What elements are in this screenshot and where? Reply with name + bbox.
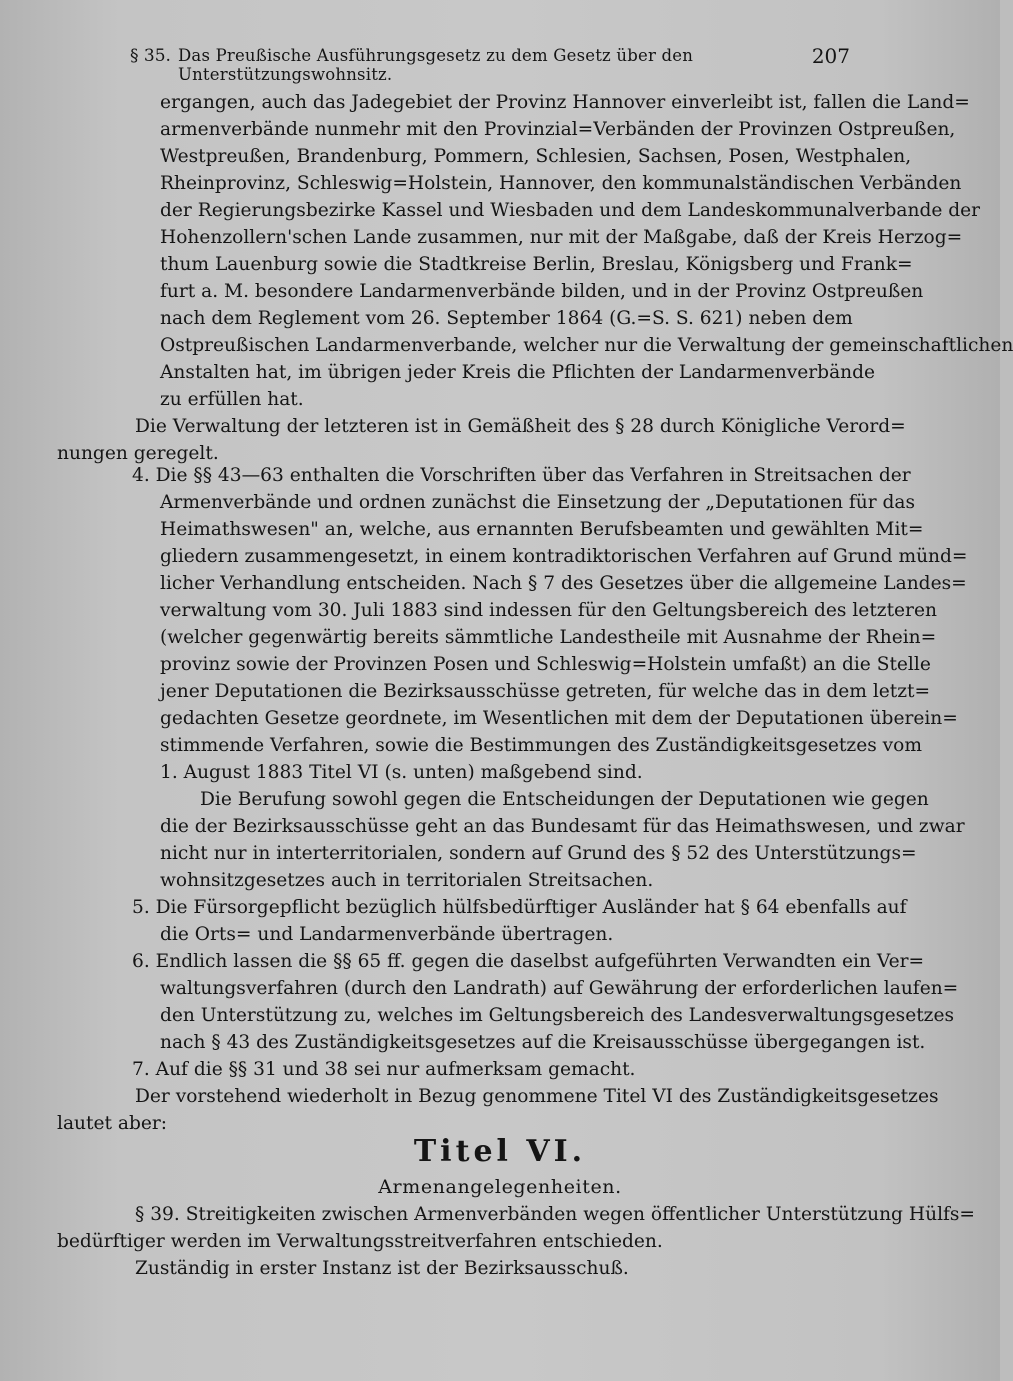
text-line: licher Verhandlung entscheiden. Nach § 7 des Gesetzes über die allgemeine Landes= [160, 573, 967, 594]
text-line: Zuständig in erster Instanz ist der Bezirksausschuß. [135, 1258, 629, 1279]
header-title: Das Preußische Ausführungsgesetz zu dem Gesetz über den Unterstützungswohnsitz. [178, 46, 694, 84]
text-line: nach § 43 des Zuständigkeitsgesetzes auf die Kreisausschüsse übergegangen ist. [160, 1032, 926, 1053]
text-line: lautet aber: [57, 1113, 168, 1134]
text-line: Heimathswesen" an, welche, aus ernannten Berufsbeamten und gewählten Mit= [160, 519, 924, 540]
text-line: stimmende Verfahren, sowie die Bestimmungen des Zuständigkeitsgesetzes vom [160, 735, 922, 756]
text-line: nach dem Reglement vom 26. September 1864 (G.=S. S. 621) neben dem [160, 308, 853, 329]
text-line: Anstalten hat, im übrigen jeder Kreis die Pflichten der Landarmenverbände [160, 362, 876, 383]
text-line: ergangen, auch das Jadegebiet der Provinz Hannover einverleibt ist, fallen die Land= [160, 92, 970, 113]
text-line: nungen geregelt. [57, 443, 219, 464]
text-line: (welcher gegenwärtig bereits sämmtliche Landestheile mit Ausnahme der Rhein= [160, 627, 937, 648]
text-line: der Regierungsbezirke Kassel und Wiesbaden und dem Landeskommunalverbande der [160, 200, 981, 221]
text-line: den Unterstützung zu, welches im Geltungsbereich des Landesverwaltungsgesetzes [160, 1005, 955, 1026]
text-line: gedachten Gesetze geordnete, im Wesentlichen mit dem der Deputationen überein= [160, 708, 958, 729]
text-line: § 39. Streitigkeiten zwischen Armenverbänden wegen öffentlicher Unterstützung Hülfs= [135, 1204, 976, 1225]
text-line: armenverbände nunmehr mit den Provinzial=Verbänden der Provinzen Ostpreußen, [160, 119, 956, 140]
text-line: Rheinprovinz, Schleswig=Holstein, Hannover, den kommunalständischen Verbänden [160, 173, 962, 194]
section-heading: Titel VI. [413, 1134, 587, 1169]
text-line: Die Berufung sowohl gegen die Entscheidungen der Deputationen wie gegen [200, 789, 929, 810]
text-line: zu erfüllen hat. [160, 389, 304, 410]
text-line: die Orts= und Landarmenverbände übertragen. [160, 924, 614, 945]
text-line: provinz sowie der Provinzen Posen und Schleswig=Holstein umfaßt) an die Stelle [160, 654, 931, 675]
text-line: nicht nur in interterritorialen, sondern auf Grund des § 52 des Unterstützungs= [160, 843, 917, 864]
text-line: verwaltung vom 30. Juli 1883 sind indessen für den Geltungsbereich des letzteren [160, 600, 937, 621]
text-line: wohnsitzgesetzes auch in territorialen Streitsachen. [160, 870, 654, 891]
text-line: Ostpreußischen Landarmenverbande, welcher nur die Verwaltung der gemeinschaftlichen [160, 335, 1013, 356]
text-line: Der vorstehend wiederholt in Bezug genommene Titel VI des Zuständigkeitsgesetzes [135, 1086, 939, 1107]
header-section-number: § 35. [130, 46, 171, 66]
list-item-5: 5. Die Fürsorgepflicht bezüglich hülfsbedürftiger Ausländer hat § 64 ebenfalls auf [132, 897, 907, 918]
text-line: gliedern zusammengesetzt, in einem kontradiktorischen Verfahren auf Grund münd= [160, 546, 968, 567]
list-item-7: 7. Auf die §§ 31 und 38 sei nur aufmerksam gemacht. [132, 1059, 636, 1080]
list-item-6: 6. Endlich lassen die §§ 65 ff. gegen die daselbst aufgeführten Verwandten ein Ver= [132, 951, 925, 972]
text-line: jener Deputationen die Bezirksausschüsse getreten, für welche das in dem letzt= [160, 681, 931, 702]
section-subheading: Armenangelegenheiten. [378, 1176, 622, 1198]
text-line: waltungsverfahren (durch den Landrath) auf Gewährung der erforderlichen laufen= [160, 978, 959, 999]
text-line: bedürftiger werden im Verwaltungsstreitverfahren entschieden. [57, 1231, 663, 1252]
text-line: thum Lauenburg sowie die Stadtkreise Berlin, Breslau, Königsberg und Frank= [160, 254, 913, 275]
page-number: 207 [811, 44, 850, 68]
text-line: die der Bezirksausschüsse geht an das Bundesamt für das Heimathswesen, und zwar [160, 816, 965, 837]
text-line: 1. August 1883 Titel VI (s. unten) maßgebend sind. [160, 762, 643, 783]
text-line: Westpreußen, Brandenburg, Pommern, Schlesien, Sachsen, Posen, Westphalen, [160, 146, 912, 167]
running-header [130, 44, 850, 84]
list-item-4: 4. Die §§ 43—63 enthalten die Vorschriften über das Verfahren in Streitsachen der [132, 465, 911, 486]
text-line: Hohenzollern'schen Lande zusammen, nur mit der Maßgabe, daß der Kreis Herzog= [160, 227, 963, 248]
text-line: Armenverbände und ordnen zunächst die Einsetzung der „Deputationen für das [160, 492, 916, 513]
text-line: Die Verwaltung der letzteren ist in Gemäßheit des § 28 durch Königliche Verord= [135, 416, 906, 437]
text-line: furt a. M. besondere Landarmenverbände bilden, und in der Provinz Ostpreußen [160, 281, 924, 302]
